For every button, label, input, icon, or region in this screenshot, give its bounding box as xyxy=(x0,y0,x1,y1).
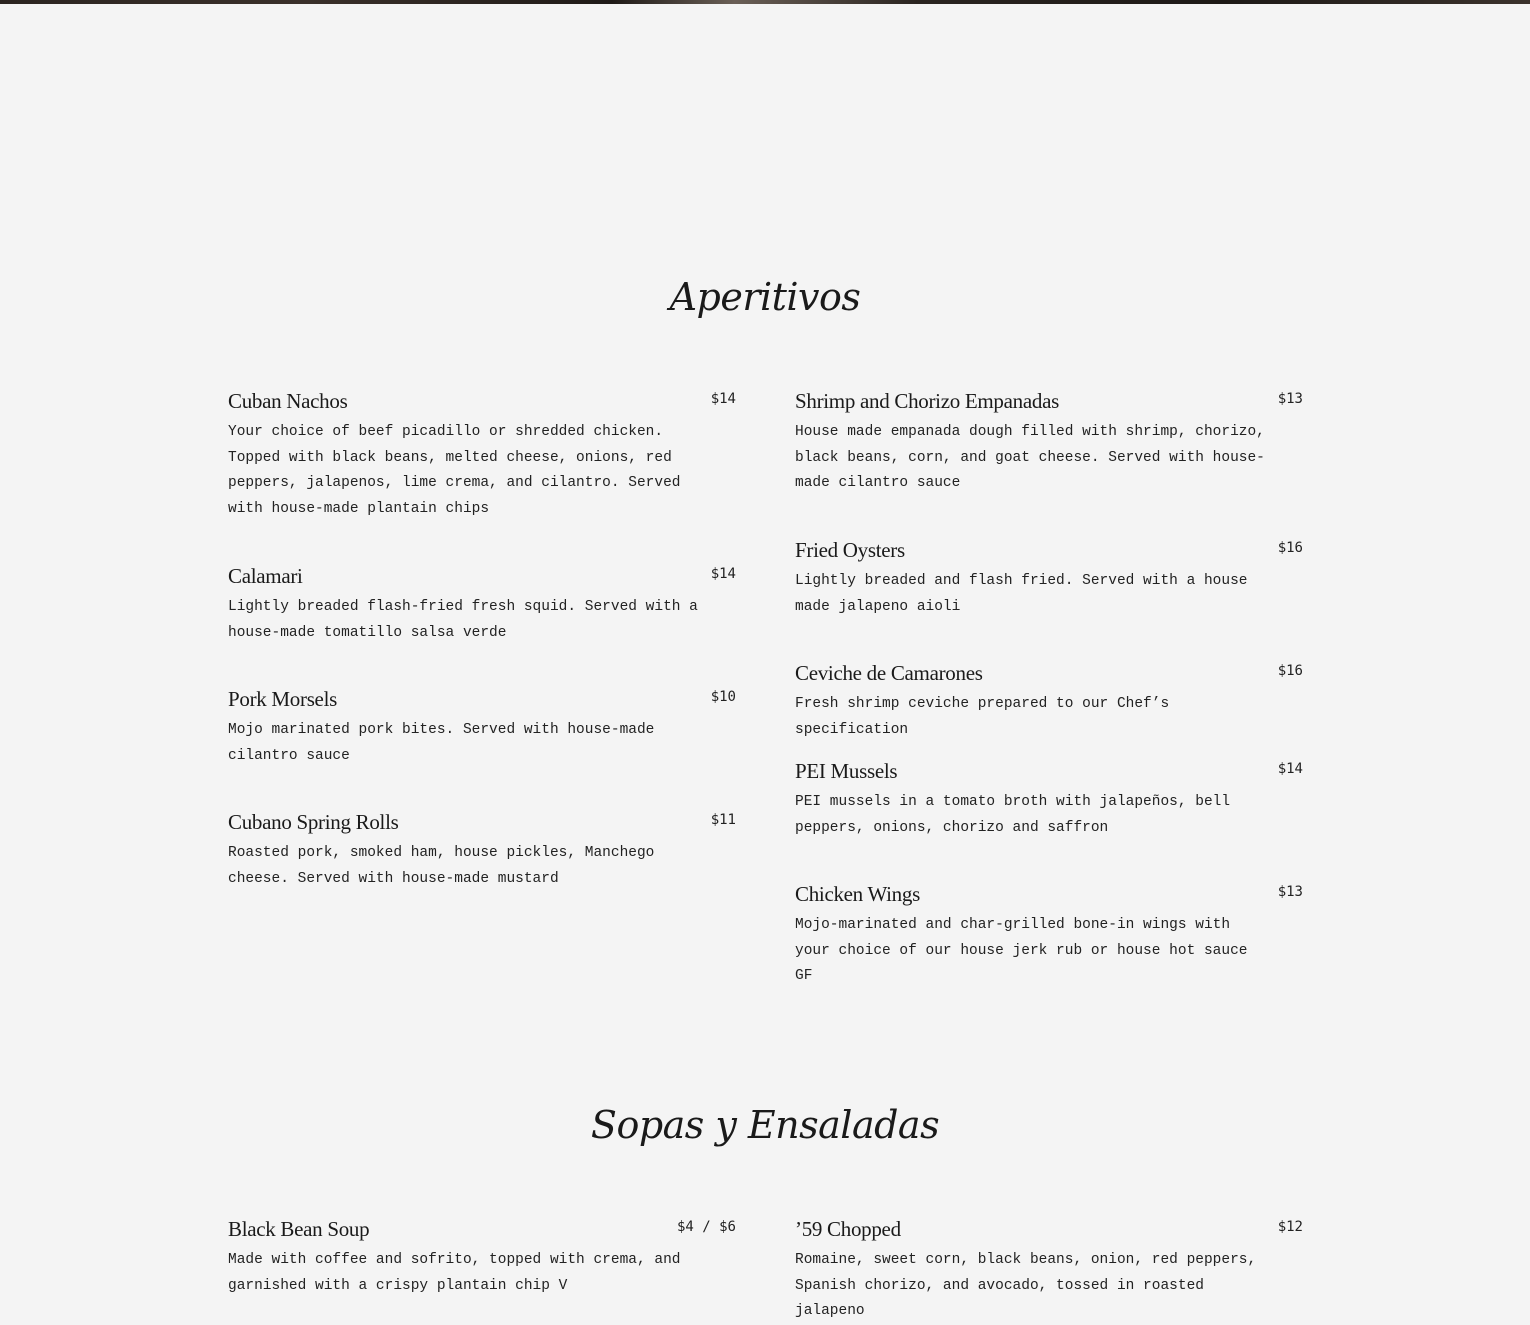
menu-item-description: Roasted pork, smoked ham, house pickles, Manchego cheese. Served with house-made mustard xyxy=(228,845,655,887)
menu-item-price: $16 xyxy=(1277,540,1303,556)
menu-item-price: $13 xyxy=(1277,884,1303,900)
section-title-aperitivos: Aperitivos xyxy=(669,275,861,319)
menu-item-name: Black Bean Soup xyxy=(228,1217,370,1241)
menu-item-price: $14 xyxy=(1277,761,1303,777)
menu-item-price: $16 xyxy=(1277,663,1303,679)
menu-item-description: Made with coffee and sofrito, topped with crema, and garnished with a crispy plantain chip V xyxy=(228,1252,681,1294)
menu-item-description: Fresh shrimp ceviche prepared to our Chef’s specification xyxy=(795,696,1170,738)
section-title-sopas-y-ensaladas: Sopas y Ensaladas xyxy=(590,1103,940,1147)
menu-item-price: $12 xyxy=(1277,1219,1303,1235)
menu-item-name: Ceviche de Camarones xyxy=(795,661,983,685)
menu-item-description: Lightly breaded and flash fried. Served with a house made jalapeno aioli xyxy=(795,573,1248,615)
menu-item-price: $14 xyxy=(710,391,736,407)
menu-item-price: $4 / $6 xyxy=(676,1219,736,1235)
menu-item-description: Mojo marinated pork bites. Served with house-made cilantro sauce xyxy=(228,722,655,764)
menu-item-name: Chicken Wings xyxy=(795,882,920,906)
menu-item-name: PEI Mussels xyxy=(795,759,898,783)
menu-item-name: Shrimp and Chorizo Empanadas xyxy=(795,389,1059,413)
menu-item-name: Pork Morsels xyxy=(228,687,337,711)
menu-item-price: $14 xyxy=(710,566,736,582)
menu-item-description: Your choice of beef picadillo or shredded chicken. Topped with black beans, melted cheese, onions, red peppers, jalapenos, lime crema, and cilantro. Served with house-made plantain chips xyxy=(228,424,681,517)
menu-item-price: $10 xyxy=(710,689,736,705)
menu-item-name: Cuban Nachos xyxy=(228,389,348,413)
menu-item-description: Lightly breaded flash-fried fresh squid. Served with a house-made tomatillo salsa verde xyxy=(228,599,698,641)
menu-item-name: Fried Oysters xyxy=(795,538,905,562)
menu-item-description: House made empanada dough filled with shrimp, chorizo, black beans, corn, and goat cheese. Served with house-made cilantro sauce xyxy=(795,424,1265,492)
menu-item-name: ’59 Chopped xyxy=(795,1217,901,1241)
menu-item-name: Cubano Spring Rolls xyxy=(228,810,399,834)
menu-item-description: Romaine, sweet corn, black beans, onion, red peppers, Spanish chorizo, and avocado, tossed in roasted jalapeno xyxy=(795,1252,1257,1320)
menu-item-name: Calamari xyxy=(228,564,303,588)
menu-item-price: $11 xyxy=(710,812,736,828)
menu-item-description: PEI mussels in a tomato broth with jalapeños, bell peppers, onions, chorizo and saffron xyxy=(795,794,1231,836)
menu-item-description: Mojo-marinated and char-grilled bone-in wings with your choice of our house jerk rub or house hot sauce GF xyxy=(795,917,1248,985)
hero-image-bottom-edge xyxy=(0,0,1530,4)
menu-item-price: $13 xyxy=(1277,391,1303,407)
